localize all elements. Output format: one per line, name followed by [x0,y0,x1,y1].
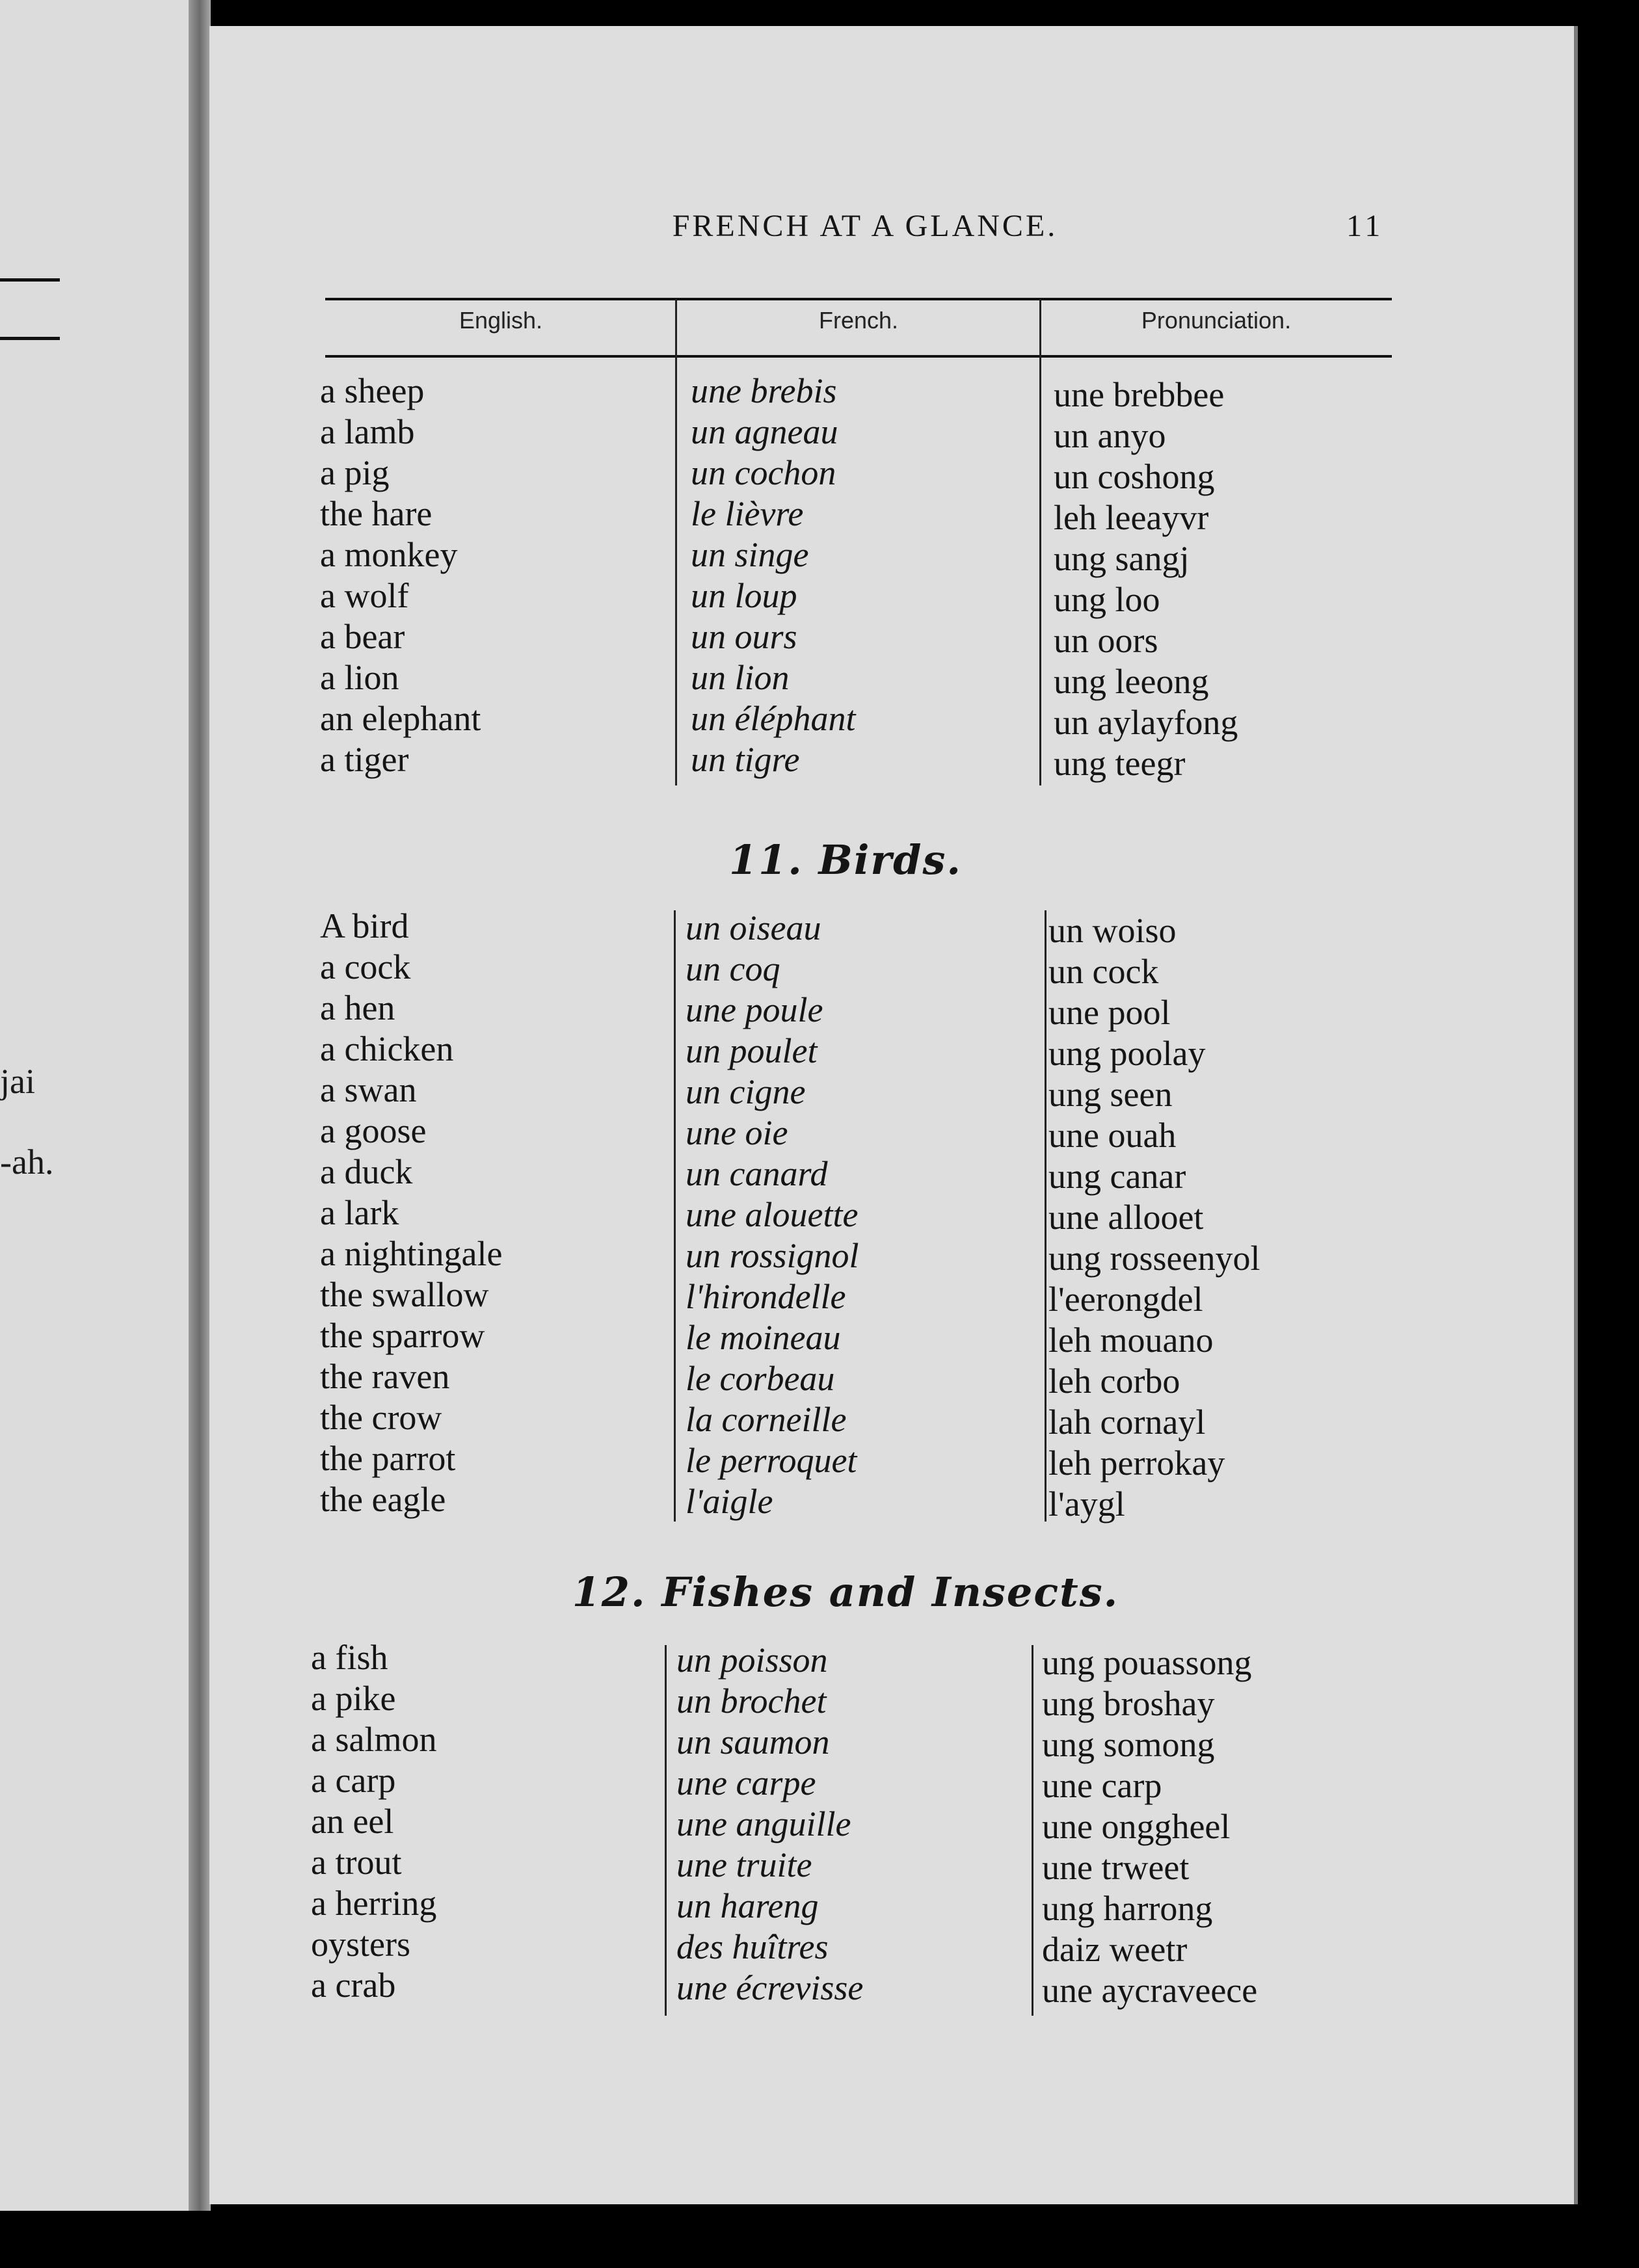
entry-english: a hen [320,988,395,1027]
entry-english: a salmon [311,1720,437,1759]
entry-pronunciation: leh mouano [1048,1321,1214,1360]
entry-english: a swan [320,1070,417,1109]
entry-french: un loup [691,576,797,615]
entry-french: une anguille [676,1804,851,1843]
entry-english: a pig [320,453,390,492]
entry-french: un singe [691,535,809,574]
entry-pronunciation: ung sangj [1054,539,1190,578]
entry-english: a lark [320,1193,399,1232]
facing-page-fragment: -ah. [0,1142,54,1181]
section-title-birds: 11. Birds. [729,836,962,884]
entry-pronunciation: daiz weetr [1042,1930,1188,1969]
animals-pronunciation-column [1054,375,1238,784]
fishes-pronunciation-column [1042,1642,1257,2011]
entry-english: a bear [320,617,405,656]
entry-english: a sheep [320,371,425,410]
entry-pronunciation: une ouah [1048,1116,1177,1155]
entry-english: the hare [320,494,433,533]
entry-french: un canard [686,1154,828,1193]
entry-pronunciation: ung teegr [1054,744,1186,783]
entry-pronunciation: un oors [1054,621,1158,660]
entry-french: un cigne [686,1072,806,1111]
entry-french: une alouette [686,1195,859,1234]
entry-english: the sparrow [320,1316,485,1355]
entry-french: une truite [676,1845,812,1884]
entry-french: un hareng [676,1886,819,1925]
entry-pronunciation: une brebbee [1054,375,1225,414]
fishes-french-column [676,1640,863,2009]
entry-pronunciation: une onggheel [1042,1807,1231,1846]
table-header-rule [325,355,1392,358]
entry-french: un coq [686,949,780,988]
entry-french: un cochon [691,453,836,492]
facing-page-rule [0,278,60,282]
column-divider [675,299,677,785]
entry-pronunciation: un cock [1048,952,1159,991]
entry-pronunciation: ung somong [1042,1725,1215,1764]
entry-english: the swallow [320,1275,489,1314]
entry-english: a fish [311,1638,388,1677]
entry-english: a tiger [320,740,409,779]
entry-french: des huîtres [676,1927,829,1966]
entry-english: the raven [320,1357,450,1396]
entry-pronunciation: lah cornayl [1048,1403,1206,1442]
entry-english: an elephant [320,699,481,738]
animals-french-column [691,371,855,780]
entry-french: le lièvre [691,494,804,533]
entry-french: un brochet [676,1681,827,1721]
entry-english: a crab [311,1966,396,2005]
entry-pronunciation: ung canar [1048,1157,1186,1196]
entry-english: A bird [320,906,409,945]
entry-pronunciation: une allooet [1048,1198,1204,1237]
entry-english: a cock [320,947,411,986]
column-header-french: French. [818,307,899,334]
entry-french: un poisson [676,1641,828,1680]
entry-english: a lion [320,658,399,697]
entry-english: a pike [311,1679,396,1718]
column-header-pronunciation: Pronunciation. [1141,307,1292,334]
entry-pronunciation: ung pouassong [1042,1643,1252,1682]
entry-french: un oiseau [686,908,821,947]
section-title-fishes: 12. Fishes and Insects. [572,1568,1119,1616]
entry-english: a nightingale [320,1234,503,1273]
entry-pronunciation: un woiso [1048,911,1177,950]
entry-french: une écrevisse [676,1968,864,2007]
entry-pronunciation: l'aygl [1048,1484,1125,1523]
entry-french: un poulet [686,1031,818,1070]
entry-english: a chicken [320,1029,454,1068]
entry-pronunciation: ung seen [1048,1075,1173,1114]
entry-french: un éléphant [691,699,856,738]
entry-pronunciation: l'eerongdel [1048,1280,1203,1319]
entry-pronunciation: un anyo [1054,416,1166,455]
entry-pronunciation: un coshong [1054,457,1215,496]
entry-english: a goose [320,1111,427,1150]
entry-pronunciation: leh corbo [1048,1362,1180,1401]
entry-french: un ours [691,617,797,656]
facing-page-fragment: jai [0,1062,35,1101]
animals-english-column [320,371,481,780]
entry-english: a wolf [320,576,409,615]
book-gutter [189,0,211,2211]
entry-english: a duck [320,1152,413,1191]
entry-pronunciation: une aycraveece [1042,1971,1258,2010]
facing-page [0,0,195,2211]
entry-english: the parrot [320,1439,456,1478]
entry-french: l'aigle [686,1482,773,1521]
entry-french: une poule [686,990,823,1029]
entry-pronunciation: ung loo [1054,580,1160,619]
table-top-rule [325,298,1392,300]
running-head: FRENCH AT A GLANCE. [672,209,1058,243]
entry-english: a lamb [320,412,415,451]
column-header-english: English. [459,307,543,334]
entry-english: a monkey [320,535,458,574]
entry-english: a trout [311,1843,402,1882]
entry-french: un tigre [691,740,800,779]
entry-french: le perroquet [686,1441,857,1480]
entry-french: la corneille [686,1400,847,1439]
entry-french: une oie [686,1113,788,1152]
entry-pronunciation: une carp [1042,1766,1162,1805]
column-divider [1039,299,1041,785]
entry-french: un rossignol [686,1236,859,1275]
entry-english: the crow [320,1398,442,1437]
entry-french: un saumon [676,1722,830,1761]
entry-pronunciation: ung broshay [1042,1684,1215,1723]
entry-french: le corbeau [686,1359,835,1398]
entry-english: a carp [311,1761,396,1800]
birds-english-column [320,906,502,1520]
column-divider [1045,910,1046,1522]
entry-french: une carpe [676,1763,816,1802]
entry-pronunciation: leh leeayvr [1054,498,1209,537]
entry-english: oysters [311,1925,410,1964]
fishes-english-column [311,1637,436,2006]
entry-pronunciation: leh perrokay [1048,1444,1225,1483]
page-number: 11 [1346,209,1385,243]
entry-english: an eel [311,1802,394,1841]
entry-pronunciation: ung rosseenyol [1048,1239,1260,1278]
column-divider [674,910,676,1522]
entry-french: un agneau [691,412,838,451]
entry-english: the eagle [320,1480,446,1519]
entry-english: a herring [311,1884,437,1923]
birds-pronunciation-column [1048,910,1260,1525]
column-divider [1032,1645,1033,2016]
column-divider [665,1645,667,2016]
entry-pronunciation: un aylayfong [1054,703,1238,742]
entry-pronunciation: ung leeong [1054,662,1209,701]
entry-pronunciation: une trweet [1042,1848,1190,1887]
entry-french: un lion [691,658,790,697]
entry-pronunciation: ung harrong [1042,1889,1213,1928]
entry-french: l'hirondelle [686,1277,846,1316]
entry-french: une brebis [691,371,837,410]
entry-pronunciation: ung poolay [1048,1034,1206,1073]
page-edge [1574,26,1578,2204]
entry-french: le moineau [686,1318,841,1357]
entry-pronunciation: une pool [1048,993,1171,1032]
birds-french-column [686,908,859,1522]
facing-page-rule [0,337,60,340]
